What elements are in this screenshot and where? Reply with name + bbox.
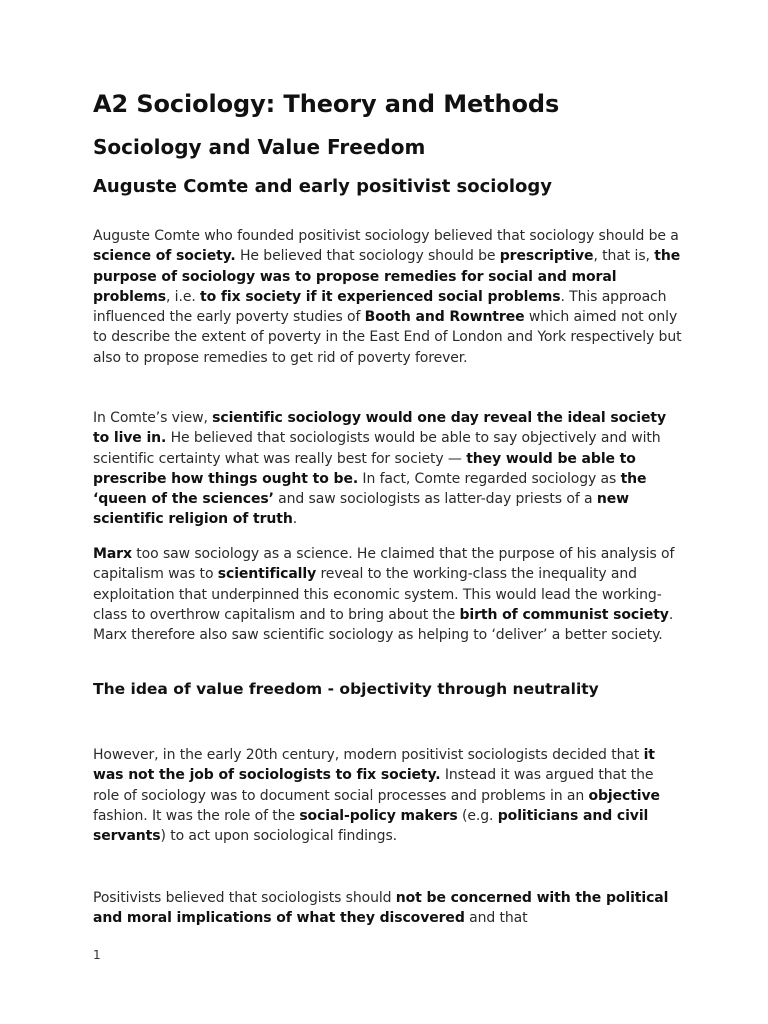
text-run: reveal to the working-class the inequality and exploitation that underpinned this economic system. This would lead the working-class to overthrow capitalism and to bring about the xyxy=(93,566,662,623)
bold-text-run: the purpose of sociology was to propose remedies for social and moral problems xyxy=(93,248,681,305)
bold-text-run: birth of communist society xyxy=(459,606,669,623)
paragraph-comte-intro xyxy=(93,226,683,368)
text-run: In Comte’s view, xyxy=(93,410,213,426)
bold-text-run: scientific sociology would one day reveal the ideal society to live in. xyxy=(93,410,666,447)
text-run: too saw sociology as a science. He claimed that the purpose of his analysis of capitalism was to xyxy=(93,546,675,583)
text-run: He believed that sociologists would be able to say objectively and with scientific certainty what was really best for society — xyxy=(93,430,661,467)
text-run: , that is, xyxy=(593,248,655,265)
bold-text-run: new scientific religion of truth xyxy=(93,491,629,528)
text-run: However, in the early 20th century, modern positivist sociologists decided that xyxy=(93,747,644,763)
text-run: Positivists believed that sociologists should xyxy=(93,890,396,906)
bold-text-run: the ‘queen of the sciences’ xyxy=(93,470,647,508)
text-run: fashion. It was the role of the xyxy=(93,807,300,824)
bold-text-run: social-policy makers xyxy=(299,807,458,824)
text-run: , i.e. xyxy=(165,288,201,305)
document-title: A2 Sociology: Theory and Methods xyxy=(93,90,560,118)
text-run: Instead it was argued that the role of sociology was to document social processes and problems in an xyxy=(93,767,654,804)
bold-text-run: it was not the job of sociologists to fix society. xyxy=(93,747,655,784)
bold-text-run: politicians and civil servants xyxy=(93,807,649,845)
bold-text-run: to fix society if it experienced social problems xyxy=(200,288,561,305)
page-number: 1 xyxy=(93,948,101,962)
text-run: and that xyxy=(464,910,528,927)
text-run: In fact, Comte regarded sociology as xyxy=(358,470,621,487)
text-run: . xyxy=(292,511,298,528)
text-run: . Marx therefore also saw scientific sociology as helping to ‘deliver’ a better society. xyxy=(93,606,674,644)
text-run: . This approach influenced the early poverty studies of xyxy=(93,288,667,326)
bold-text-run: Marx xyxy=(93,546,132,562)
bold-text-run: Booth and Rowntree xyxy=(364,309,525,326)
text-run: which aimed not only to describe the extent of poverty in the East End of London and York respectively but also to propose remedies to get rid of poverty forever. xyxy=(93,309,682,366)
document-subtitle: Sociology and Value Freedom xyxy=(93,135,426,159)
text-run: Auguste Comte who founded positivist sociology believed that sociology should be a xyxy=(93,228,679,244)
bold-text-run: scientifically xyxy=(217,566,317,583)
section-heading-comte: Auguste Comte and early positivist sociology xyxy=(93,176,552,197)
text-run: (e.g. xyxy=(457,807,498,824)
paragraph-positivists-beliefs xyxy=(93,888,683,929)
text-run: He believed that sociology should be xyxy=(235,248,500,265)
bold-text-run: prescriptive xyxy=(499,248,594,265)
paragraph-comte-view xyxy=(93,408,683,530)
bold-text-run: not be concerned with the political and moral implications of what they discovered xyxy=(93,890,669,927)
bold-text-run: they would be able to prescribe how things ought to be. xyxy=(93,450,636,487)
paragraph-modern-positivists xyxy=(93,745,683,846)
text-run: and saw sociologists as latter-day priests of a xyxy=(273,491,597,508)
bold-text-run: objective xyxy=(588,787,660,804)
bold-text-run: science of society. xyxy=(93,248,236,265)
section-heading-value-freedom: The idea of value freedom - objectivity through neutrality xyxy=(93,680,599,698)
paragraph-marx xyxy=(93,544,683,645)
text-run: ) to act upon sociological findings. xyxy=(160,828,398,845)
